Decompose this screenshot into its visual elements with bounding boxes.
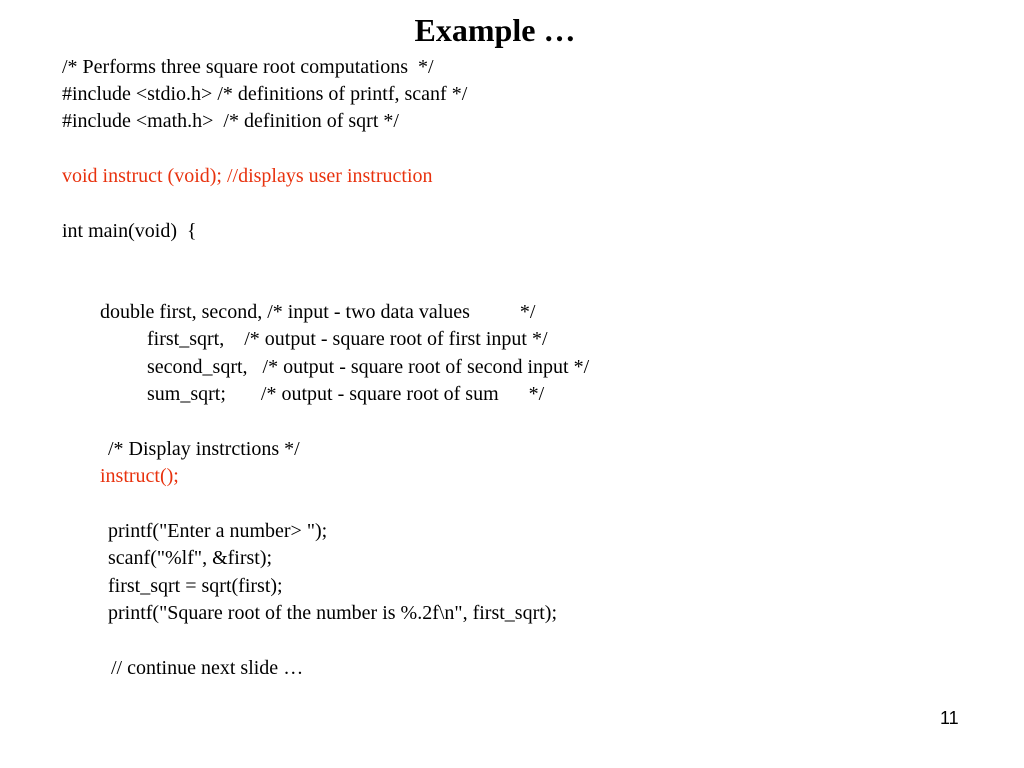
code-line-declare-sum-sqrt: sum_sqrt; /* output - square root of sum */ <box>147 383 545 405</box>
code-line-continue-comment: // continue next slide … <box>111 657 304 679</box>
code-line-instruct-prototype: void instruct (void); //displays user instruction <box>62 165 433 187</box>
code-line-sqrt-assign: first_sqrt = sqrt(first); <box>108 575 283 597</box>
code-line-include-stdio: #include <stdio.h> /* definitions of printf, scanf */ <box>62 83 468 105</box>
code-line-declare-first: double first, second, /* input - two data values */ <box>100 301 536 323</box>
code-line-scanf: scanf("%lf", &first); <box>108 547 273 569</box>
code-line-instruct-call: instruct(); <box>100 465 179 487</box>
code-line-printf-result: printf("Square root of the number is %.2f\n", first_sqrt); <box>108 602 558 624</box>
code-line-declare-second-sqrt: second_sqrt, /* output - square root of second input */ <box>147 356 590 378</box>
page-number: 11 <box>940 708 959 728</box>
code-line-declare-first-sqrt: first_sqrt, /* output - square root of first input */ <box>147 328 548 350</box>
slide-title: Example … <box>414 12 576 48</box>
code-line-display-comment: /* Display instrctions */ <box>108 438 300 460</box>
code-line-comment-header: /* Performs three square root computations */ <box>62 56 434 78</box>
code-line-printf-prompt: printf("Enter a number> "); <box>108 520 328 542</box>
code-line-include-math: #include <math.h> /* definition of sqrt */ <box>62 110 399 132</box>
code-line-main-signature: int main(void) { <box>62 220 197 242</box>
